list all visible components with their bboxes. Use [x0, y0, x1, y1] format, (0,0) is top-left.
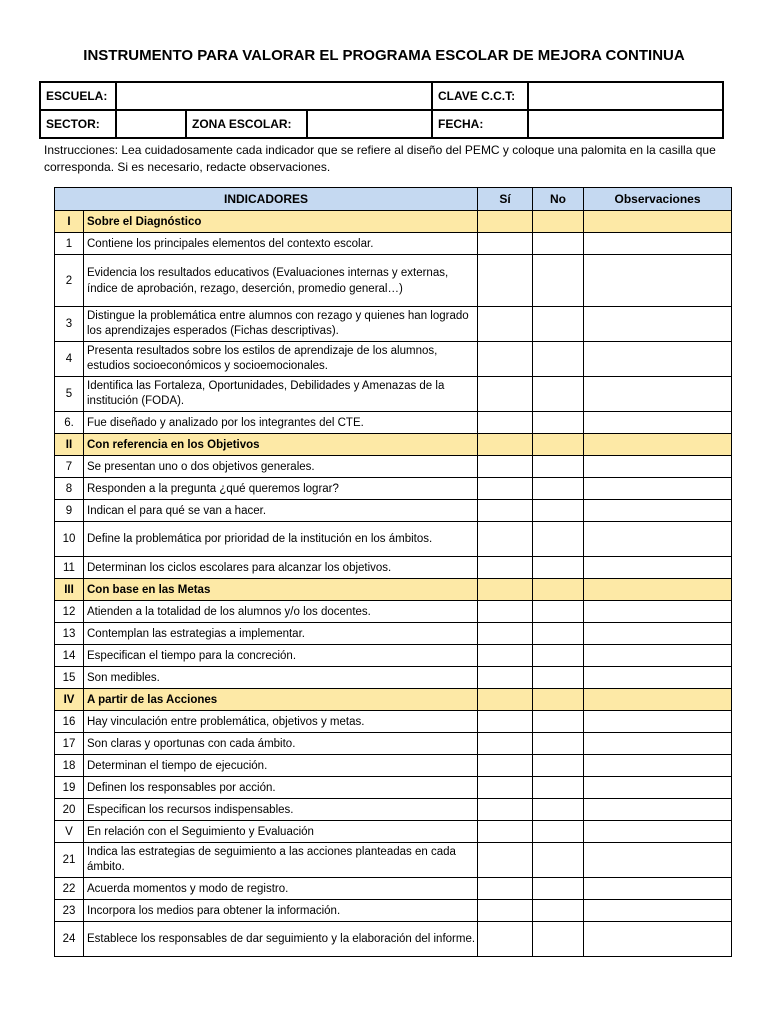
indicator-text: Evidencia los resultados educativos (Evaluaciones internas y externas, índice de aprobación, rezago, deserción, promedio general…) — [84, 255, 478, 307]
indicator-number: III — [55, 579, 84, 601]
no-checkbox-cell — [533, 689, 584, 711]
si-checkbox-cell[interactable] — [478, 922, 533, 957]
si-checkbox-cell[interactable] — [478, 377, 533, 412]
no-checkbox-cell[interactable] — [533, 777, 584, 799]
indicator-text: Contemplan las estrategias a implementar. — [84, 623, 478, 645]
no-checkbox-cell[interactable] — [533, 755, 584, 777]
no-checkbox-cell[interactable] — [533, 478, 584, 500]
si-checkbox-cell[interactable] — [478, 522, 533, 557]
indicator-text: Se presentan uno o dos objetivos generales. — [84, 456, 478, 478]
table-row — [55, 233, 732, 255]
header-form — [39, 81, 724, 139]
zona-escolar-field[interactable] — [307, 110, 432, 138]
no-checkbox-cell[interactable] — [533, 799, 584, 821]
si-checkbox-cell[interactable] — [478, 755, 533, 777]
no-checkbox-cell[interactable] — [533, 821, 584, 843]
indicator-text: Responden a la pregunta ¿qué queremos lograr? — [84, 478, 478, 500]
indicator-number: 21 — [55, 843, 84, 878]
observaciones-cell[interactable] — [584, 878, 732, 900]
indicator-text: Fue diseñado y analizado por los integrantes del CTE. — [84, 412, 478, 434]
no-checkbox-cell[interactable] — [533, 601, 584, 623]
indicator-number: 24 — [55, 922, 84, 957]
table-row — [55, 478, 732, 500]
si-checkbox-cell[interactable] — [478, 645, 533, 667]
indicator-text: A partir de las Acciones — [84, 689, 478, 711]
observaciones-cell[interactable] — [584, 342, 732, 377]
table-row — [55, 342, 732, 377]
fecha-label: FECHA: — [432, 110, 528, 138]
table-row — [55, 623, 732, 645]
col-header-si: Sí — [478, 188, 533, 211]
indicator-text: Presenta resultados sobre los estilos de aprendizaje de los alumnos, estudios socioeconómicos y socioemocionales. — [84, 342, 478, 377]
section-row — [55, 211, 732, 233]
indicator-number: 19 — [55, 777, 84, 799]
no-checkbox-cell — [533, 579, 584, 601]
document-title: INSTRUMENTO PARA VALORAR EL PROGRAMA ESCOLAR DE MEJORA CONTINUA — [83, 47, 685, 64]
no-checkbox-cell[interactable] — [533, 645, 584, 667]
no-checkbox-cell[interactable] — [533, 922, 584, 957]
indicator-number: IV — [55, 689, 84, 711]
indicator-text: Con referencia en los Objetivos — [84, 434, 478, 456]
indicator-number: 6. — [55, 412, 84, 434]
no-checkbox-cell[interactable] — [533, 843, 584, 878]
indicator-number: 15 — [55, 667, 84, 689]
indicator-number: 8 — [55, 478, 84, 500]
observaciones-cell[interactable] — [584, 478, 732, 500]
no-checkbox-cell[interactable] — [533, 557, 584, 579]
indicator-text: Definen los responsables por acción. — [84, 777, 478, 799]
no-checkbox-cell[interactable] — [533, 900, 584, 922]
section-row — [55, 434, 732, 456]
indicator-number: 13 — [55, 623, 84, 645]
no-checkbox-cell[interactable] — [533, 456, 584, 478]
indicator-number: 1 — [55, 233, 84, 255]
si-checkbox-cell[interactable] — [478, 478, 533, 500]
table-row — [55, 900, 732, 922]
table-row — [55, 522, 732, 557]
table-row — [55, 733, 732, 755]
indicator-text: Determinan el tiempo de ejecución. — [84, 755, 478, 777]
indicator-text: Son medibles. — [84, 667, 478, 689]
indicator-number: V — [55, 821, 84, 843]
no-checkbox-cell[interactable] — [533, 711, 584, 733]
si-checkbox-cell[interactable] — [478, 601, 533, 623]
no-checkbox-cell[interactable] — [533, 733, 584, 755]
indicator-text: Contiene los principales elementos del contexto escolar. — [84, 233, 478, 255]
observaciones-cell[interactable] — [584, 557, 732, 579]
indicator-number: 12 — [55, 601, 84, 623]
observaciones-cell[interactable] — [584, 755, 732, 777]
indicator-number: 18 — [55, 755, 84, 777]
observaciones-cell[interactable] — [584, 667, 732, 689]
observaciones-cell[interactable] — [584, 500, 732, 522]
observaciones-cell[interactable] — [584, 233, 732, 255]
observaciones-cell[interactable] — [584, 412, 732, 434]
si-checkbox-cell — [478, 211, 533, 233]
no-checkbox-cell[interactable] — [533, 233, 584, 255]
table-row — [55, 667, 732, 689]
si-checkbox-cell[interactable] — [478, 557, 533, 579]
indicator-text: Establece los responsables de dar seguimiento y la elaboración del informe. — [84, 922, 478, 957]
si-checkbox-cell[interactable] — [478, 255, 533, 307]
indicator-text: Acuerda momentos y modo de registro. — [84, 878, 478, 900]
indicators-table — [54, 187, 732, 957]
indicator-text: Indican el para qué se van a hacer. — [84, 500, 478, 522]
no-checkbox-cell[interactable] — [533, 522, 584, 557]
observaciones-cell[interactable] — [584, 601, 732, 623]
escuela-field[interactable] — [116, 82, 432, 110]
indicator-text: Son claras y oportunas con cada ámbito. — [84, 733, 478, 755]
no-checkbox-cell[interactable] — [533, 377, 584, 412]
si-checkbox-cell[interactable] — [478, 799, 533, 821]
indicator-number: 3 — [55, 307, 84, 342]
si-checkbox-cell[interactable] — [478, 456, 533, 478]
table-row — [55, 412, 732, 434]
indicator-number: 2 — [55, 255, 84, 307]
no-checkbox-cell — [533, 434, 584, 456]
escuela-label: ESCUELA: — [40, 82, 116, 110]
section-row — [55, 689, 732, 711]
indicator-number: I — [55, 211, 84, 233]
observaciones-cell[interactable] — [584, 255, 732, 307]
table-row — [55, 777, 732, 799]
observaciones-cell[interactable] — [584, 777, 732, 799]
table-row — [55, 922, 732, 957]
indicator-text: Especifican los recursos indispensables. — [84, 799, 478, 821]
observaciones-cell[interactable] — [584, 821, 732, 843]
fecha-field[interactable] — [528, 110, 723, 138]
indicator-text: En relación con el Seguimiento y Evaluación — [84, 821, 478, 843]
si-checkbox-cell[interactable] — [478, 412, 533, 434]
observaciones-cell[interactable] — [584, 922, 732, 957]
observaciones-cell[interactable] — [584, 900, 732, 922]
col-header-indicadores: INDICADORES — [55, 188, 478, 211]
table-row — [55, 711, 732, 733]
observaciones-cell[interactable] — [584, 843, 732, 878]
si-checkbox-cell[interactable] — [478, 900, 533, 922]
table-row — [55, 645, 732, 667]
table-row — [55, 557, 732, 579]
clave-cct-label: CLAVE C.C.T: — [432, 82, 528, 110]
indicator-number: 22 — [55, 878, 84, 900]
indicator-number: 9 — [55, 500, 84, 522]
table-row — [55, 377, 732, 412]
table-row — [55, 456, 732, 478]
indicator-number: 17 — [55, 733, 84, 755]
si-checkbox-cell[interactable] — [478, 843, 533, 878]
indicator-text: Especifican el tiempo para la concreción. — [84, 645, 478, 667]
observaciones-cell[interactable] — [584, 733, 732, 755]
indicator-text: Identifica las Fortaleza, Oportunidades, Debilidades y Amenazas de la institución (FODA). — [84, 377, 478, 412]
indicator-text: Incorpora los medios para obtener la información. — [84, 900, 478, 922]
si-checkbox-cell[interactable] — [478, 233, 533, 255]
no-checkbox-cell[interactable] — [533, 623, 584, 645]
si-checkbox-cell[interactable] — [478, 821, 533, 843]
table-row — [55, 843, 732, 878]
indicator-number: 14 — [55, 645, 84, 667]
si-checkbox-cell[interactable] — [478, 878, 533, 900]
zona-escolar-label: ZONA ESCOLAR: — [186, 110, 307, 138]
col-header-no: No — [533, 188, 584, 211]
indicator-number: 4 — [55, 342, 84, 377]
si-checkbox-cell — [478, 689, 533, 711]
table-row — [55, 799, 732, 821]
no-checkbox-cell[interactable] — [533, 667, 584, 689]
table-row — [55, 307, 732, 342]
observaciones-cell[interactable] — [584, 307, 732, 342]
observaciones-cell — [584, 689, 732, 711]
indicator-text: Hay vinculación entre problemática, objetivos y metas. — [84, 711, 478, 733]
indicator-number: 7 — [55, 456, 84, 478]
observaciones-cell[interactable] — [584, 645, 732, 667]
section-row — [55, 579, 732, 601]
si-checkbox-cell[interactable] — [478, 623, 533, 645]
si-checkbox-cell[interactable] — [478, 342, 533, 377]
no-checkbox-cell[interactable] — [533, 500, 584, 522]
indicator-text: Distingue la problemática entre alumnos con rezago y quienes han logrado los aprendizajes esperados (Fichas descriptivas). — [84, 307, 478, 342]
indicator-text: Atienden a la totalidad de los alumnos y/o los docentes. — [84, 601, 478, 623]
table-row — [55, 878, 732, 900]
si-checkbox-cell[interactable] — [478, 307, 533, 342]
table-row — [55, 821, 732, 843]
no-checkbox-cell[interactable] — [533, 412, 584, 434]
observaciones-cell[interactable] — [584, 522, 732, 557]
indicator-number: 20 — [55, 799, 84, 821]
si-checkbox-cell[interactable] — [478, 711, 533, 733]
observaciones-cell[interactable] — [584, 456, 732, 478]
observaciones-cell — [584, 579, 732, 601]
si-checkbox-cell — [478, 579, 533, 601]
si-checkbox-cell[interactable] — [478, 667, 533, 689]
observaciones-cell — [584, 434, 732, 456]
indicator-number: 16 — [55, 711, 84, 733]
indicator-number: II — [55, 434, 84, 456]
observaciones-cell[interactable] — [584, 623, 732, 645]
observaciones-cell[interactable] — [584, 711, 732, 733]
col-header-observaciones: Observaciones — [584, 188, 732, 211]
indicator-text: Indica las estrategias de seguimiento a las acciones planteadas en cada ámbito. — [84, 843, 478, 878]
indicator-number: 5 — [55, 377, 84, 412]
sector-label: SECTOR: — [40, 110, 116, 138]
si-checkbox-cell[interactable] — [478, 777, 533, 799]
indicator-text: Define la problemática por prioridad de la institución en los ámbitos. — [84, 522, 478, 557]
table-row — [55, 255, 732, 307]
instructions: Instrucciones: Lea cuidadosamente cada indicador que se refiere al diseño del PEMC y coloque una palomita en la casilla que corresponda. Si es necesario, redacte observaciones. — [44, 143, 716, 174]
table-row — [55, 601, 732, 623]
si-checkbox-cell[interactable] — [478, 733, 533, 755]
indicator-number: 10 — [55, 522, 84, 557]
sector-field[interactable] — [116, 110, 186, 138]
no-checkbox-cell[interactable] — [533, 255, 584, 307]
si-checkbox-cell[interactable] — [478, 500, 533, 522]
no-checkbox-cell — [533, 211, 584, 233]
no-checkbox-cell[interactable] — [533, 307, 584, 342]
indicator-text: Determinan los ciclos escolares para alcanzar los objetivos. — [84, 557, 478, 579]
observaciones-cell[interactable] — [584, 377, 732, 412]
table-row — [55, 755, 732, 777]
no-checkbox-cell[interactable] — [533, 342, 584, 377]
observaciones-cell[interactable] — [584, 799, 732, 821]
no-checkbox-cell[interactable] — [533, 878, 584, 900]
indicator-text: Con base en las Metas — [84, 579, 478, 601]
indicator-number: 11 — [55, 557, 84, 579]
clave-cct-field[interactable] — [528, 82, 723, 110]
table-row — [55, 500, 732, 522]
indicator-number: 23 — [55, 900, 84, 922]
observaciones-cell — [584, 211, 732, 233]
si-checkbox-cell — [478, 434, 533, 456]
indicator-text: Sobre el Diagnóstico — [84, 211, 478, 233]
